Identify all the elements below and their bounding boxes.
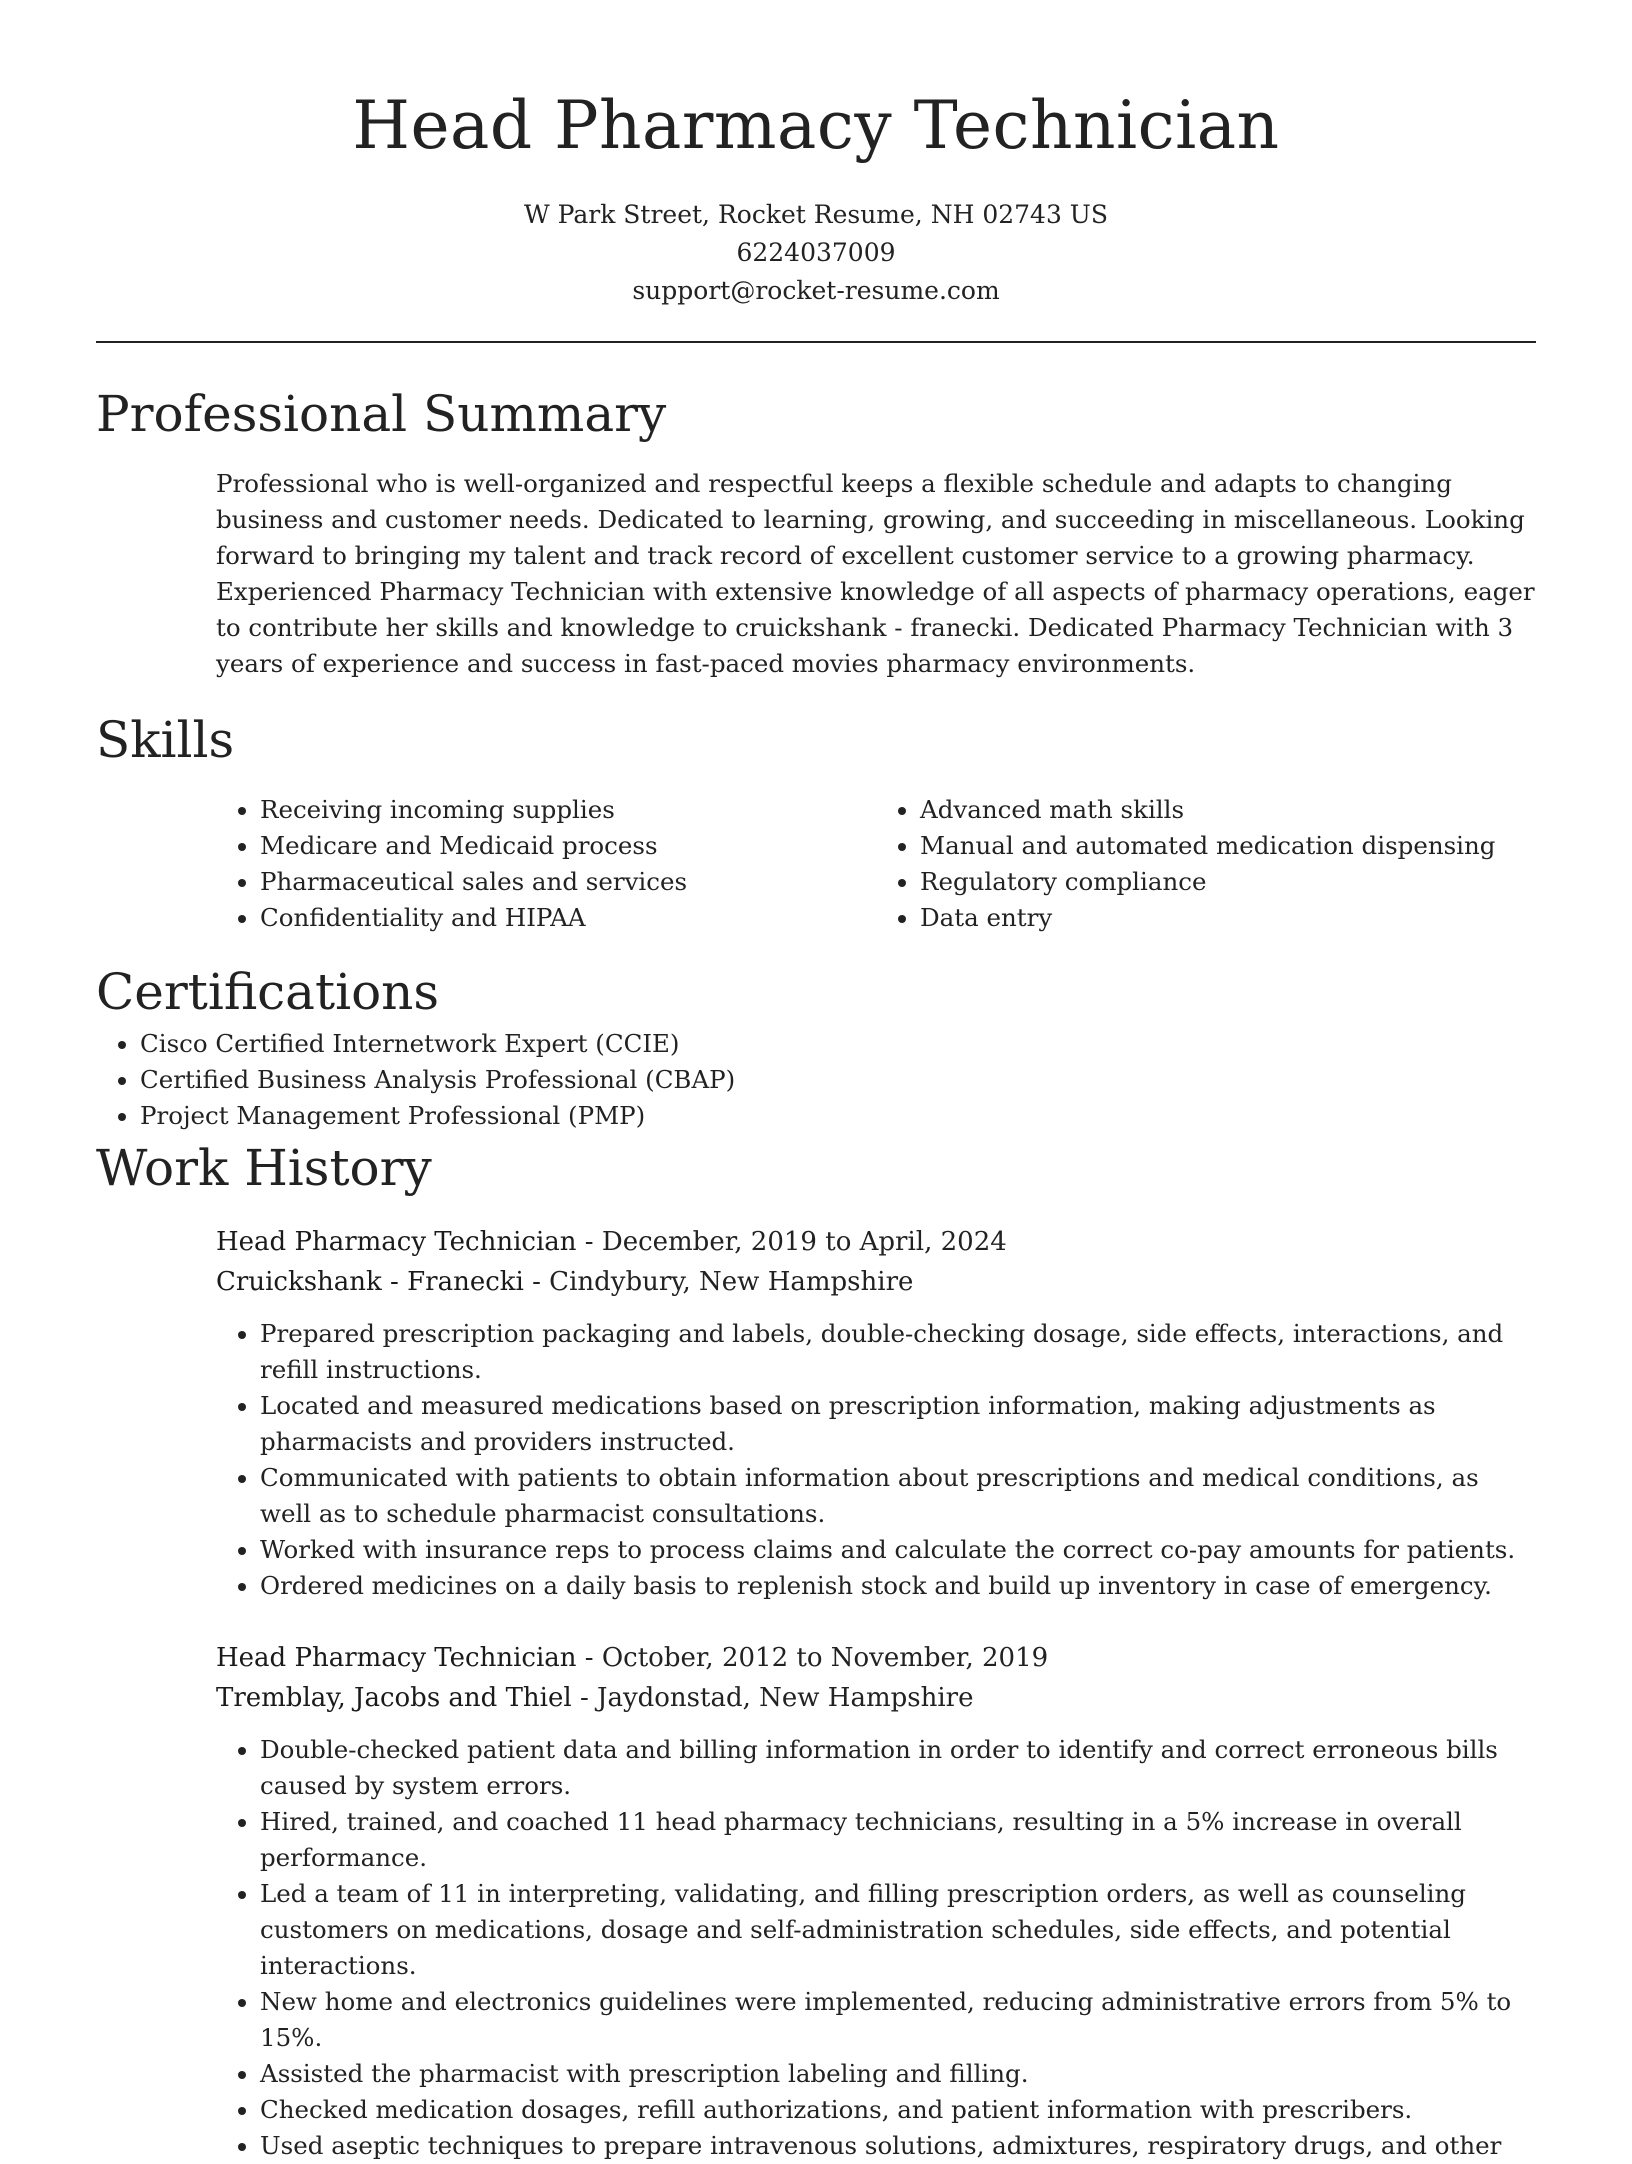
contact-info bbox=[0, 196, 1632, 310]
work-history-section bbox=[96, 1134, 1536, 2164]
skill-item: • Manual and automated medication dispensing bbox=[920, 828, 1536, 864]
job-bullet: • Worked with insurance reps to process claims and calculate the correct co-pay amounts for patients. bbox=[260, 1532, 1536, 1568]
job-bullet: • Checked medication dosages, refill authorizations, and patient information with prescribers. bbox=[260, 2092, 1536, 2128]
job-bullet: • Double-checked patient data and billing information in order to identify and correct erroneous bills caused by system errors. bbox=[260, 1732, 1536, 1804]
job-bullets bbox=[216, 1732, 1536, 2164]
job-title: Head Pharmacy Technician bbox=[216, 1643, 577, 1673]
job-company-line bbox=[216, 1262, 1536, 1302]
skill-item: • Confidentiality and HIPAA bbox=[260, 900, 876, 936]
job-separator: - bbox=[584, 1643, 602, 1673]
job-dates: December, 2019 to April, 2024 bbox=[601, 1227, 1007, 1257]
job-bullet: • Hired, trained, and coached 11 head pharmacy technicians, resulting in a 5% increase in overall performance. bbox=[260, 1804, 1536, 1876]
skills-section bbox=[96, 706, 1536, 936]
summary-text: Professional who is well-organized and respectful keeps a flexible schedule and adapts to changing business and customer needs. Dedicated to learning, growing, and succeeding in miscellaneous. Looking forward to bringing my talent and track record of excellent customer service to a growing pharmacy. Experienced Pharmacy Technician with extensive knowledge of all aspects of pharmacy operations, eager to contribute her skills and knowledge to cruickshank - franecki. Dedicated Pharmacy Technician with 3 years of experience and success in fast-paced movies pharmacy environments. bbox=[216, 469, 1535, 678]
job-title-line bbox=[216, 1222, 1536, 1262]
certifications-section bbox=[96, 958, 1536, 1134]
job-bullet: • Located and measured medications based on prescription information, making adjustments as pharmacists and providers instructed. bbox=[260, 1388, 1536, 1460]
skill-item: • Receiving incoming supplies bbox=[260, 792, 876, 828]
job-company-line bbox=[216, 1678, 1536, 1718]
job-separator: - bbox=[584, 1227, 602, 1257]
header-divider bbox=[96, 341, 1536, 343]
job-location: Jaydonstad, New Hampshire bbox=[597, 1683, 974, 1713]
job-title: Head Pharmacy Technician bbox=[216, 1227, 577, 1257]
skill-item: • Pharmaceutical sales and services bbox=[260, 864, 876, 900]
skills-list-right bbox=[876, 792, 1536, 936]
skills-heading: Skills bbox=[96, 711, 235, 769]
certifications-heading: Certifications bbox=[96, 963, 440, 1021]
certification-item: • Cisco Certified Internetwork Expert (CCIE) bbox=[140, 1026, 1536, 1062]
skills-list-left bbox=[216, 792, 876, 936]
resume-content bbox=[96, 380, 1536, 2164]
job-bullet: • New home and electronics guidelines were implemented, reducing administrative errors from 5% to 15%. bbox=[260, 1984, 1536, 2056]
skill-item: • Medicare and Medicaid process bbox=[260, 828, 876, 864]
job-entry bbox=[216, 1222, 1536, 1604]
job-location: Cindybury, New Hampshire bbox=[549, 1267, 914, 1297]
job-bullets bbox=[216, 1316, 1536, 1604]
resume-header bbox=[0, 0, 1632, 310]
summary-heading: Professional Summary bbox=[96, 385, 667, 443]
work-history-heading: Work History bbox=[96, 1139, 432, 1197]
skill-item: • Regulatory compliance bbox=[920, 864, 1536, 900]
certification-item: • Project Management Professional (PMP) bbox=[140, 1098, 1536, 1134]
job-bullet: • Led a team of 11 in interpreting, validating, and filling prescription orders, as well as counseling customers on medications, dosage and self-administration schedules, side effects, and potential interactions. bbox=[260, 1876, 1536, 1984]
skill-item: • Data entry bbox=[920, 900, 1536, 936]
contact-phone: 6224037009 bbox=[736, 238, 896, 267]
contact-address: W Park Street, Rocket Resume, NH 02743 US bbox=[524, 200, 1108, 229]
certifications-list bbox=[96, 1026, 1536, 1134]
certification-item: • Certified Business Analysis Professional (CBAP) bbox=[140, 1062, 1536, 1098]
job-company: Tremblay, Jacobs and Thiel bbox=[216, 1683, 572, 1713]
job-bullet: • Assisted the pharmacist with prescription labeling and filling. bbox=[260, 2056, 1536, 2092]
job-title-line bbox=[216, 1638, 1536, 1678]
candidate-name: Head Pharmacy Technician bbox=[352, 87, 1280, 164]
job-company: Cruickshank - Franecki bbox=[216, 1267, 524, 1297]
job-bullet: • Used aseptic techniques to prepare intravenous solutions, admixtures, respiratory drugs, and other bbox=[260, 2128, 1536, 2164]
job-bullet: • Communicated with patients to obtain information about prescriptions and medical conditions, as well as to schedule pharmacist consultations. bbox=[260, 1460, 1536, 1532]
job-bullet: • Prepared prescription packaging and labels, double-checking dosage, side effects, interactions, and refill instructions. bbox=[260, 1316, 1536, 1388]
job-bullet: • Ordered medicines on a daily basis to replenish stock and build up inventory in case of emergency. bbox=[260, 1568, 1536, 1604]
contact-email: support@rocket-resume.com bbox=[632, 276, 1000, 305]
job-entry bbox=[216, 1638, 1536, 2164]
job-separator: - bbox=[579, 1683, 598, 1713]
summary-section bbox=[96, 380, 1536, 682]
job-dates: October, 2012 to November, 2019 bbox=[601, 1643, 1049, 1673]
skills-columns bbox=[216, 792, 1536, 936]
skill-item: • Advanced math skills bbox=[920, 792, 1536, 828]
job-separator: - bbox=[532, 1267, 550, 1297]
